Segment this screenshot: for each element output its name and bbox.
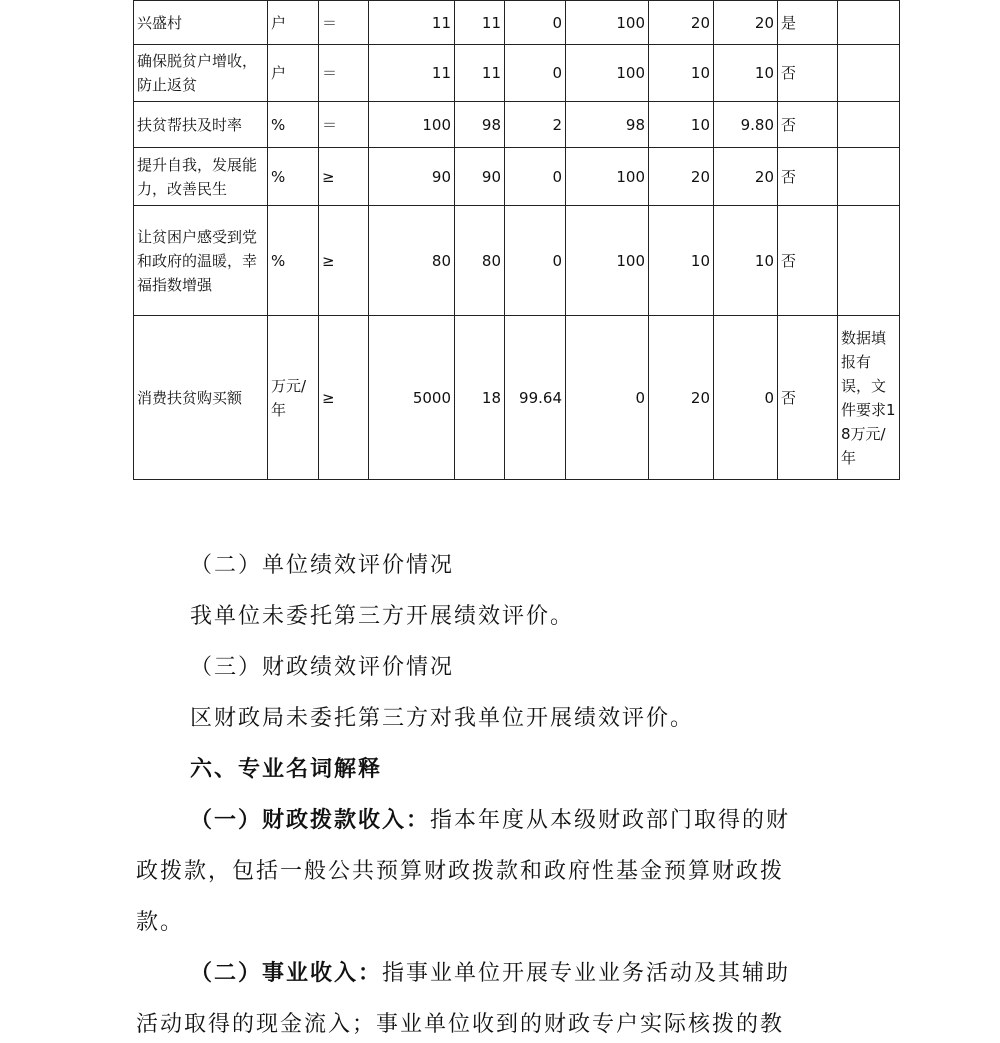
cell-unit: % — [268, 148, 319, 206]
cell-note — [838, 206, 900, 316]
cell-indicator: 兴盛村 — [134, 1, 268, 45]
cell-unit: 户 — [268, 45, 319, 102]
cell-target: 5000 — [369, 316, 455, 480]
cell-score: 10 — [714, 45, 778, 102]
cell-indicator: 扶贫帮扶及时率 — [134, 102, 268, 148]
cell-deviation: 0 — [505, 148, 566, 206]
cell-operator: ≥ — [319, 316, 369, 480]
cell-flag: 否 — [778, 316, 838, 480]
term-fiscal-appropriation-line2: 政拨款，包括一般公共预算财政拨款和政府性基金预算财政拨 — [136, 859, 785, 884]
cell-weight: 10 — [649, 102, 714, 148]
section-heading-unit-evaluation: （二）单位绩效评价情况 — [190, 553, 455, 578]
cell-operator: ≥ — [319, 148, 369, 206]
cell-deviation: 0 — [505, 1, 566, 45]
cell-operator: ＝ — [319, 1, 369, 45]
cell-deviation: 0 — [505, 45, 566, 102]
cell-indicator: 让贫困户感受到党和政府的温暖，幸福指数增强 — [134, 206, 268, 316]
term-fiscal-appropriation-label: （一）财政拨款收入： — [190, 808, 431, 833]
term-fiscal-appropriation-line1 — [190, 803, 790, 834]
cell-indicator: 提升自我，发展能力，改善民生 — [134, 148, 268, 206]
cell-score: 9.80 — [714, 102, 778, 148]
cell-operator: ＝ — [319, 45, 369, 102]
cell-completion-rate: 100 — [566, 206, 649, 316]
term-business-income-label: （二）事业收入： — [190, 961, 383, 986]
cell-unit: % — [268, 102, 319, 148]
cell-note — [838, 45, 900, 102]
cell-target: 90 — [369, 148, 455, 206]
cell-weight: 20 — [649, 148, 714, 206]
cell-deviation: 0 — [505, 206, 566, 316]
cell-flag: 否 — [778, 102, 838, 148]
table-row — [134, 206, 900, 316]
cell-completion-rate: 98 — [566, 102, 649, 148]
cell-flag: 是 — [778, 1, 838, 45]
term-business-income-text: 指事业单位开展专业业务活动及其辅助 — [382, 961, 791, 986]
cell-score: 20 — [714, 148, 778, 206]
term-fiscal-appropriation-text: 指本年度从本级财政部门取得的财 — [430, 808, 791, 833]
cell-completion-rate: 100 — [566, 148, 649, 206]
table-row — [134, 45, 900, 102]
cell-operator: ≥ — [319, 206, 369, 316]
cell-weight: 20 — [649, 1, 714, 45]
cell-flag: 否 — [778, 206, 838, 316]
cell-note — [838, 1, 900, 45]
cell-flag: 否 — [778, 148, 838, 206]
cell-target: 100 — [369, 102, 455, 148]
cell-target: 80 — [369, 206, 455, 316]
table-row — [134, 1, 900, 45]
cell-target: 11 — [369, 45, 455, 102]
cell-score: 10 — [714, 206, 778, 316]
cell-deviation: 99.64 — [505, 316, 566, 480]
table-row — [134, 102, 900, 148]
cell-deviation: 2 — [505, 102, 566, 148]
section-heading-finance-evaluation: （三）财政绩效评价情况 — [190, 655, 455, 680]
cell-note — [838, 102, 900, 148]
cell-indicator: 确保脱贫户增收，防止返贫 — [134, 45, 268, 102]
cell-weight: 20 — [649, 316, 714, 480]
cell-actual: 80 — [455, 206, 505, 316]
paragraph-finance-evaluation: 区财政局未委托第三方对我单位开展绩效评价。 — [190, 706, 695, 731]
cell-note: 数据填报有误，文件要求18万元/年 — [838, 316, 900, 480]
cell-operator: ＝ — [319, 102, 369, 148]
cell-note — [838, 148, 900, 206]
cell-indicator: 消费扶贫购买额 — [134, 316, 268, 480]
cell-flag: 否 — [778, 45, 838, 102]
cell-actual: 90 — [455, 148, 505, 206]
cell-actual: 11 — [455, 45, 505, 102]
table-row — [134, 148, 900, 206]
paragraph-unit-evaluation: 我单位未委托第三方开展绩效评价。 — [190, 604, 575, 629]
cell-unit: % — [268, 206, 319, 316]
cell-completion-rate: 100 — [566, 1, 649, 45]
term-fiscal-appropriation-line3: 款。 — [136, 910, 185, 935]
cell-actual: 11 — [455, 1, 505, 45]
cell-actual: 98 — [455, 102, 505, 148]
cell-weight: 10 — [649, 206, 714, 316]
term-business-income-line2: 活动取得的现金流入；事业单位收到的财政专户实际核拨的教 — [136, 1012, 785, 1037]
cell-score: 20 — [714, 1, 778, 45]
cell-weight: 10 — [649, 45, 714, 102]
cell-completion-rate: 100 — [566, 45, 649, 102]
table-row — [134, 316, 900, 480]
cell-unit: 万元/年 — [268, 316, 319, 480]
cell-unit: 户 — [268, 1, 319, 45]
cell-target: 11 — [369, 1, 455, 45]
cell-completion-rate: 0 — [566, 316, 649, 480]
cell-actual: 18 — [455, 316, 505, 480]
performance-table — [133, 0, 900, 480]
section-heading-terms: 六、专业名词解释 — [190, 757, 383, 782]
cell-score: 0 — [714, 316, 778, 480]
term-business-income-line1 — [190, 956, 790, 987]
